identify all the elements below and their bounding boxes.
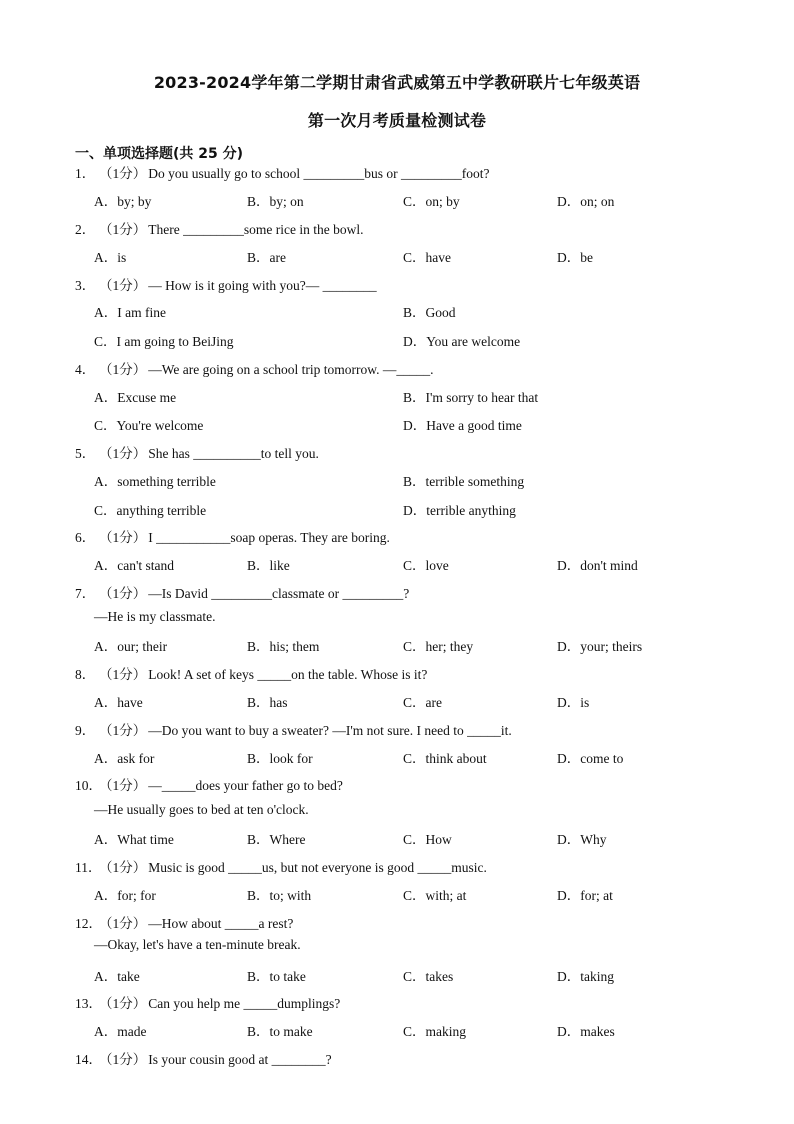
answer-option: C．have xyxy=(403,250,451,265)
answer-option: B．his; them xyxy=(247,639,320,654)
answer-option: A．made xyxy=(94,1024,147,1039)
answer-option: C．making xyxy=(403,1024,466,1039)
answer-option: A．for; for xyxy=(94,888,156,903)
answer-option: D．be xyxy=(557,250,593,265)
answer-option: C．anything terrible xyxy=(94,503,207,518)
answer-option: A．take xyxy=(94,969,140,984)
answer-option: B．look for xyxy=(247,751,313,766)
question-stem: —Is David _________classmate or _________? xyxy=(148,586,410,601)
question-stem-line xyxy=(75,992,340,1012)
question-number: 5． xyxy=(75,446,96,461)
exam-title-line1: 2023-2024学年第二学期甘肃省武威第五中学教研联片七年级英语 xyxy=(153,73,641,92)
question-stem-line xyxy=(75,218,363,238)
question-points: （1分） xyxy=(99,860,147,875)
answer-option: B．to; with xyxy=(247,888,312,903)
answer-option: C．How xyxy=(403,832,452,847)
question-stem-line xyxy=(75,582,409,602)
question-number: 2． xyxy=(75,222,96,237)
answer-option: D．makes xyxy=(557,1024,615,1039)
question-stem-line xyxy=(75,856,487,876)
answer-option: A．ask for xyxy=(94,751,155,766)
section-heading: 一、单项选择题(共 25 分) xyxy=(75,146,244,162)
question-number: 14． xyxy=(75,1052,102,1067)
question-stem-line xyxy=(75,663,427,683)
answer-option: C．I am going to BeiJing xyxy=(94,334,234,349)
question-points: （1分） xyxy=(99,723,147,738)
question-stem: She has __________to tell you. xyxy=(148,446,319,461)
question-stem-line xyxy=(75,442,319,462)
answer-option: A．by; by xyxy=(94,194,152,209)
answer-option: D．Have a good time xyxy=(403,418,522,433)
answer-option: D．on; on xyxy=(557,194,615,209)
question-stem: I ___________soap operas. They are boring. xyxy=(148,530,390,545)
question-stem: Can you help me _____dumplings? xyxy=(148,996,341,1011)
question-dialogue-line: —He usually goes to bed at ten o'clock. xyxy=(94,802,309,817)
question-stem-line xyxy=(75,774,343,794)
question-dialogue-line: —Okay, let's have a ten-minute break. xyxy=(94,937,301,952)
answer-option: A．have xyxy=(94,695,143,710)
question-stem-line xyxy=(75,912,293,932)
question-stem: Music is good _____us, but not everyone is good _____music. xyxy=(148,860,487,875)
question-number: 8． xyxy=(75,667,96,682)
question-stem-line xyxy=(75,1048,332,1068)
answer-option: D．taking xyxy=(557,969,614,984)
question-stem: Look! A set of keys _____on the table. Whose is it? xyxy=(148,667,428,682)
question-points: （1分） xyxy=(99,586,147,601)
answer-option: B．Good xyxy=(403,305,456,320)
answer-option: A．Excuse me xyxy=(94,390,177,405)
question-number: 7． xyxy=(75,586,96,601)
question-points: （1分） xyxy=(99,530,147,545)
question-points: （1分） xyxy=(99,446,147,461)
question-number: 4． xyxy=(75,362,96,377)
question-number: 6． xyxy=(75,530,96,545)
question-points: （1分） xyxy=(99,996,147,1011)
question-points: （1分） xyxy=(99,916,147,931)
question-number: 1． xyxy=(75,166,96,181)
exam-title-line2: 第一次月考质量检测试卷 xyxy=(307,111,487,130)
question-points: （1分） xyxy=(99,778,147,793)
answer-option: C．think about xyxy=(403,751,487,766)
question-stem: —We are going on a school trip tomorrow. —_____. xyxy=(148,362,434,377)
answer-option: C．on; by xyxy=(403,194,460,209)
answer-option: B．has xyxy=(247,695,288,710)
answer-option: C．You're welcome xyxy=(94,418,204,433)
question-number: 13． xyxy=(75,996,102,1011)
answer-option: A．What time xyxy=(94,832,174,847)
question-stem: —_____does your father go to bed? xyxy=(148,778,343,793)
answer-option: D．for; at xyxy=(557,888,613,903)
answer-option: C．are xyxy=(403,695,442,710)
answer-option: D．your; theirs xyxy=(557,639,643,654)
answer-option: D．You are welcome xyxy=(403,334,521,349)
answer-option: A．I am fine xyxy=(94,305,166,320)
answer-option: D．come to xyxy=(557,751,624,766)
question-stem: — How is it going with you?— ________ xyxy=(148,278,377,293)
answer-option: D．don't mind xyxy=(557,558,638,573)
question-stem-line xyxy=(75,526,390,546)
question-number: 3． xyxy=(75,278,96,293)
answer-option: C．takes xyxy=(403,969,454,984)
question-stem-line xyxy=(75,162,489,182)
answer-option: B．I'm sorry to hear that xyxy=(403,390,539,405)
question-points: （1分） xyxy=(99,667,147,682)
answer-option: B．by; on xyxy=(247,194,304,209)
answer-option: B．Where xyxy=(247,832,306,847)
answer-option: D．is xyxy=(557,695,590,710)
answer-option: B．are xyxy=(247,250,286,265)
question-stem: Do you usually go to school _________bus or _________foot? xyxy=(148,166,490,181)
answer-option: B．like xyxy=(247,558,290,573)
question-stem-line xyxy=(75,719,512,739)
question-points: （1分） xyxy=(99,278,147,293)
question-number: 11． xyxy=(75,860,102,875)
answer-option: C．her; they xyxy=(403,639,474,654)
answer-option: A．our; their xyxy=(94,639,168,654)
answer-option: C．love xyxy=(403,558,449,573)
question-points: （1分） xyxy=(99,1052,147,1067)
question-number: 12． xyxy=(75,916,102,931)
question-stem: —How about _____a rest? xyxy=(148,916,294,931)
question-stem: There _________some rice in the bowl. xyxy=(148,222,364,237)
answer-option: A．can't stand xyxy=(94,558,175,573)
answer-option: B．to make xyxy=(247,1024,313,1039)
question-points: （1分） xyxy=(99,362,147,377)
answer-option: B．to take xyxy=(247,969,306,984)
question-number: 9． xyxy=(75,723,96,738)
answer-option: A．something terrible xyxy=(94,474,216,489)
answer-option: C．with; at xyxy=(403,888,467,903)
question-stem: Is your cousin good at ________? xyxy=(148,1052,332,1067)
question-stem: —Do you want to buy a sweater? —I'm not sure. I need to _____it. xyxy=(148,723,512,738)
question-points: （1分） xyxy=(99,166,147,181)
answer-option: D．Why xyxy=(557,832,607,847)
answer-option: A．is xyxy=(94,250,127,265)
answer-option: B．terrible something xyxy=(403,474,525,489)
question-stem-line xyxy=(75,274,377,294)
question-dialogue-line: —He is my classmate. xyxy=(94,609,216,624)
question-points: （1分） xyxy=(99,222,147,237)
question-stem-line xyxy=(75,358,433,378)
answer-option: D．terrible anything xyxy=(403,503,516,518)
question-number: 10． xyxy=(75,778,102,793)
